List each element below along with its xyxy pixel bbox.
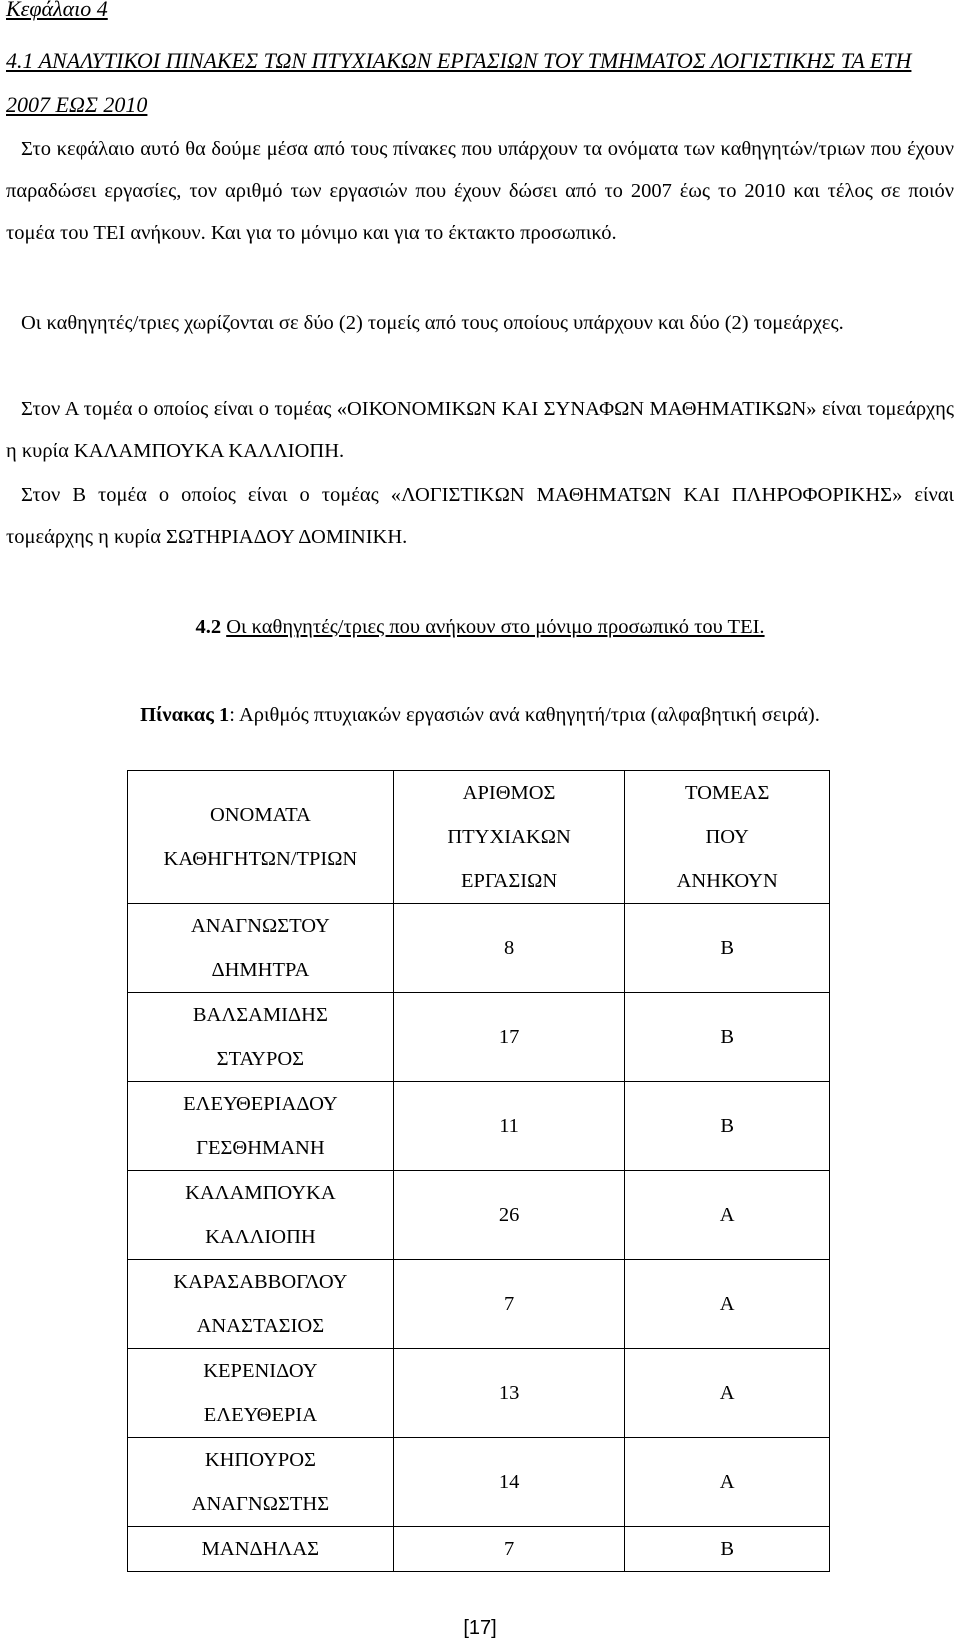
count-cell: 13: [393, 1349, 625, 1438]
section-title: 4.1 ΑΝΑΛΥΤΙΚΟΙ ΠΙΝΑΚΕΣ ΤΩΝ ΠΤΥΧΙΑΚΩΝ ΕΡΓΑΣΙΩΝ ΤΟΥ ΤΜΗΜΑΤΟΣ ΛΟΓΙΣΤΙΚΗΣ ΤΑ ΕΤΗ 2007 ΕΩΣ 2010: [6, 48, 912, 117]
sector-a-paragraph: Στον Α τομέα ο οποίος είναι ο τομέας «ΟΙΚΟΝΟΜΙΚΩΝ ΚΑΙ ΣΥΝΑΦΩΝ ΜΑΘΗΜΑΤΙΚΩΝ» είναι τομεάρχης η κυρία ΚΑΛΑΜΠΟΥΚΑ ΚΑΛΛΙΟΠΗ.: [6, 398, 954, 462]
name-cell: [128, 1171, 394, 1260]
sector-cell: [625, 1438, 830, 1527]
first-name: ΕΛΕΥΘΕΡΙΑ: [203, 1404, 318, 1426]
subsection-heading: [0, 614, 960, 640]
table-caption-label: Πίνακας 1: [140, 704, 230, 726]
page-number: [17]: [463, 1617, 497, 1639]
surname: ΒΑΛΣΑΜΙΔΗΣ: [192, 1004, 328, 1026]
sector-value: Β: [720, 937, 735, 959]
sector-cell: [625, 993, 830, 1082]
table-caption-text: : Αριθμός πτυχιακών εργασιών ανά καθηγητή/τρια (αλφαβητική σειρά).: [229, 704, 820, 726]
header-count-line: ΕΡΓΑΣΙΩΝ: [460, 870, 558, 892]
count-cell: 8: [393, 904, 625, 993]
sector-cell: Β: [625, 1527, 830, 1572]
name-cell: [128, 904, 394, 993]
name-cell: [128, 993, 394, 1082]
table-row: [128, 1527, 830, 1572]
table-row: [128, 1171, 830, 1260]
table-row: [128, 1438, 830, 1527]
sector-value: Α: [719, 1471, 735, 1493]
table-row: [128, 993, 830, 1082]
professors-table: [127, 770, 830, 1572]
sector-value: Α: [719, 1204, 735, 1226]
sector-cell: [625, 1171, 830, 1260]
name-cell: [128, 1260, 394, 1349]
sector-b-paragraph: Στον Β τομέα ο οποίος είναι ο τομέας «ΛΟΓΙΣΤΙΚΩΝ ΜΑΘΗΜΑΤΩΝ ΚΑΙ ΠΛΗΡΟΦΟΡΙΚΗΣ» είναι τομεάρχης η κυρία ΣΩΤΗΡΙΑΔΟΥ ΔΟΜΙΝΙΚΗ.: [6, 484, 954, 548]
chapter-label: Κεφάλαιο 4: [6, 0, 108, 21]
header-count-line: ΑΡΙΘΜΟΣ: [462, 782, 556, 804]
header-count: [393, 771, 625, 904]
intro-paragraph: Στο κεφάλαιο αυτό θα δούμε μέσα από τους πίνακες που υπάρχουν τα ονόματα των καθηγητών/τριων που έχουν παραδώσει εργασίες, τον αριθμό των εργασιών που έχουν δώσει από το 2007 έως το 2010 και τέλος σε ποιόν τομέα του ΤΕΙ ανήκουν. Και για το μόνιμο και για το έκτακτο προσωπικό.: [6, 138, 954, 244]
table-row: [128, 904, 830, 993]
table-row: [128, 1082, 830, 1171]
sector-cell: [625, 904, 830, 993]
name-cell: [128, 1082, 394, 1171]
sector-cell: [625, 1260, 830, 1349]
header-sector: [625, 771, 830, 904]
name-cell: ΜΑΝΔΗΛΑΣ: [128, 1527, 394, 1572]
header-sector-line: ΤΟΜΕΑΣ: [684, 782, 770, 804]
count-cell: 17: [393, 993, 625, 1082]
header-count-line: ΠΤΥΧΙΑΚΩΝ: [447, 826, 571, 848]
count-cell: 26: [393, 1171, 625, 1260]
sector-value: Β: [720, 1026, 735, 1048]
header-names-line: ΟΝΟΜΑΤΑ: [209, 804, 311, 826]
surname: ΚΗΠΟΥΡΟΣ: [204, 1449, 316, 1471]
sector-value: Α: [719, 1293, 735, 1315]
table-row: [128, 1349, 830, 1438]
sector-value: Β: [720, 1115, 735, 1137]
first-name: ΑΝΑΣΤΑΣΙΟΣ: [196, 1315, 325, 1337]
surname: ΕΛΕΥΘΕΡΙΑΔΟΥ: [183, 1093, 338, 1115]
table-caption: [0, 702, 960, 728]
sectors-paragraph: Οι καθηγητές/τριες χωρίζονται σε δύο (2) τομείς από τους οποίους υπάρχουν και δύο (2) τομεάρχες.: [21, 312, 844, 334]
first-name: ΑΝΑΓΝΩΣΤΗΣ: [191, 1493, 330, 1515]
count-cell: 7: [393, 1260, 625, 1349]
first-name: ΚΑΛΛΙΟΠΗ: [205, 1226, 316, 1248]
count-cell: 7: [393, 1527, 625, 1572]
table-row: [128, 1260, 830, 1349]
sector-cell: [625, 1349, 830, 1438]
surname: ΚΕΡΕΝΙΔΟΥ: [203, 1360, 318, 1382]
table-header-row: [128, 771, 830, 904]
sector-cell: [625, 1082, 830, 1171]
subsection-title: Οι καθηγητές/τριες που ανήκουν στο μόνιμο προσωπικό του ΤΕΙ.: [226, 616, 765, 638]
header-sector-line: ΑΝΗΚΟΥΝ: [676, 870, 778, 892]
count-cell: 14: [393, 1438, 625, 1527]
header-names-line: ΚΑΘΗΓΗΤΩΝ/ΤΡΙΩΝ: [163, 848, 358, 870]
name-cell: [128, 1438, 394, 1527]
first-name: ΔΗΜΗΤΡΑ: [211, 959, 310, 981]
count-cell: 11: [393, 1082, 625, 1171]
name-cell: [128, 1349, 394, 1438]
header-names: [128, 771, 394, 904]
subsection-number: 4.2: [195, 616, 222, 638]
first-name: ΓΕΣΘΗΜΑΝΗ: [196, 1137, 325, 1159]
sector-value: Α: [719, 1382, 735, 1404]
surname: ΚΑΡΑΣΑΒΒΟΓΛΟΥ: [173, 1271, 348, 1293]
surname: ΑΝΑΓΝΩΣΤΟΥ: [190, 915, 330, 937]
first-name: ΣΤΑΥΡΟΣ: [216, 1048, 305, 1070]
surname: ΚΑΛΑΜΠΟΥΚΑ: [185, 1182, 336, 1204]
header-sector-line: ΠΟΥ: [705, 826, 749, 848]
